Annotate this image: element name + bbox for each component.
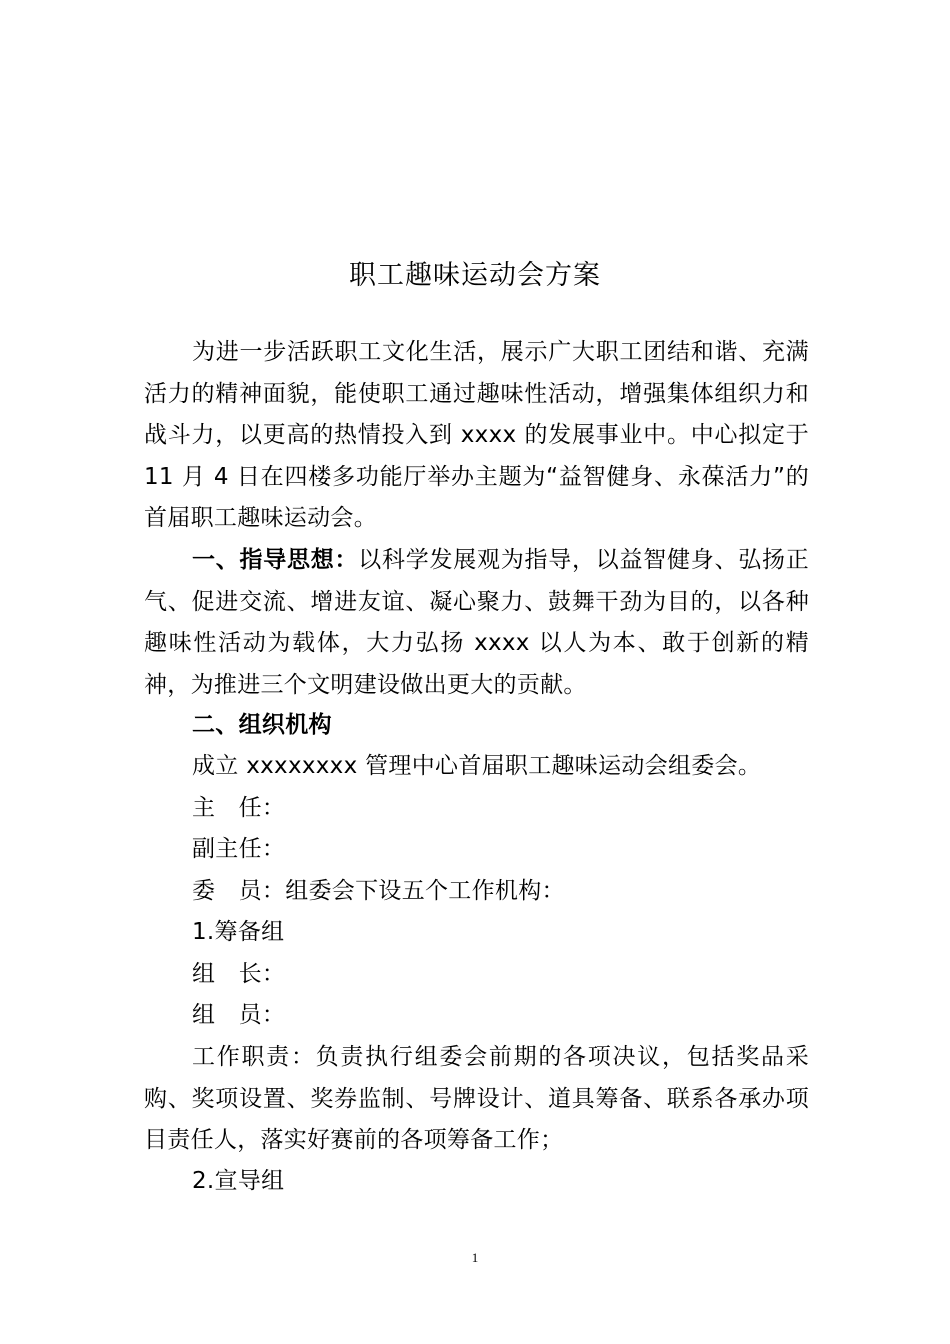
members-text: 委 员：组委会下设五个工作机构： [192, 878, 565, 904]
page-number: 1 [471, 1250, 479, 1265]
group1-duty-paragraph [144, 1037, 809, 1162]
organization-heading: 二、组织机构 [192, 712, 332, 738]
group1-leader-line [144, 954, 809, 996]
organization-heading-line [144, 705, 809, 747]
group1-member-line [144, 995, 809, 1037]
director-label: 主 任： [192, 795, 286, 821]
director-line [144, 788, 809, 830]
deputy-director-line [144, 829, 809, 871]
intro-text: 为进一步活跃职工文化生活，展示广大职工团结和谐、充满活力的精神面貌，能使职工通过趣味性活动，增强集体组织力和战斗力，以更高的热情投入到 xxxx 的发展事业中。中心拟定于 11 月 4 日在四楼多功能厅举办主题为“益智健身、永葆活力”的首届职工趣味运动会。 [144, 339, 809, 531]
committee-setup-line [144, 746, 809, 788]
deputy-director-label: 副主任： [192, 836, 286, 862]
members-line [144, 871, 809, 913]
group1-leader-label: 组 长： [192, 961, 286, 987]
guiding-ideology-text: 以科学发展观为指导，以益智健身、弘扬正气、促进交流、增进友谊、凝心聚力、鼓舞干劲为目的，以各种趣味性活动为载体，大力弘扬 xxxx 以人为本、敢于创新的精神，为推进三个文明建设做出更大的贡献。 [144, 547, 809, 698]
intro-paragraph [144, 332, 809, 540]
committee-setup-text: 成立 xxxxxxxx 管理中心首届职工趣味运动会组委会。 [192, 753, 762, 779]
group1-name: 1.筹备组 [192, 919, 285, 945]
group2-name: 2.宣导组 [192, 1168, 285, 1194]
group2-name-line [144, 1161, 809, 1203]
guiding-ideology-heading: 一、指导思想： [192, 547, 359, 573]
guiding-ideology-paragraph [144, 540, 809, 706]
document-title: 职工趣味运动会方案 [349, 260, 601, 291]
group1-member-label: 组 员： [192, 1002, 286, 1028]
group1-duty-text: 工作职责：负责执行组委会前期的各项决议，包括奖品采购、奖项设置、奖券监制、号牌设计、道具筹备、联系各承办项目责任人，落实好赛前的各项筹备工作； [144, 1044, 809, 1153]
group1-name-line [144, 912, 809, 954]
